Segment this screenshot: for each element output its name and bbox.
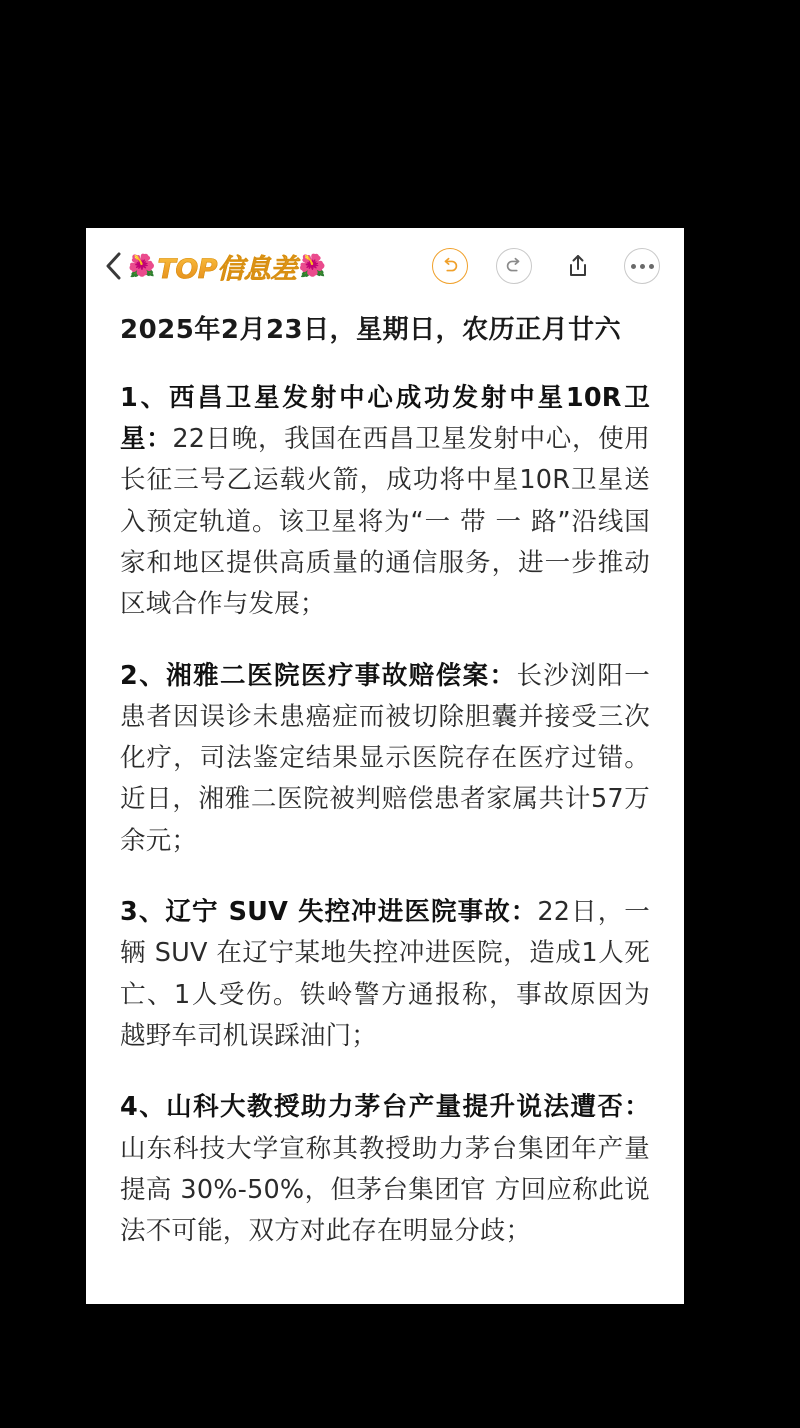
news-item-lead: 1、西昌卫星发射中心成功发射中星10R卫星： — [120, 382, 650, 455]
brand-text: TOP信息差 — [157, 247, 296, 286]
share-up-icon[interactable] — [560, 248, 596, 284]
news-item-body: 22日，一辆 SUV 在辽宁某地失控冲进医院，造成1人死亡、1人受伤。铁岭警方通报称，事故原因为越野车司机误踩油门； — [120, 897, 650, 1051]
article-date: 2025年2月23日，星期日，农历正月廿六 — [120, 315, 622, 345]
news-item-lead: 2、湘雅二医院医疗事故赔偿案： — [120, 660, 517, 691]
article-body — [86, 314, 684, 1252]
news-item — [120, 656, 650, 862]
topbar-actions — [432, 248, 664, 284]
article-card — [86, 228, 684, 1304]
news-item-body: 长沙浏阳一患者因误诊未患癌症而被切除胆囊并接受三次化疗，司法鉴定结果显示医院存在医疗过错。近日，湘雅二医院被判赔偿患者家属共计57万余元； — [120, 660, 650, 856]
news-item-lead: 3、辽宁 SUV 失控冲进医院事故： — [120, 897, 538, 928]
more-dots-glyph — [631, 264, 654, 269]
news-item-body: 山东科技大学宣称其教授助力茅台集团年产量提高 30%-50%，但茅台集团官 方回应称此说法不可能，双方对此存在明显分歧； — [120, 1133, 650, 1247]
top-navigation-bar — [86, 228, 684, 304]
news-item — [120, 892, 650, 1057]
news-item — [120, 378, 650, 626]
flower-right-icon: 🌺 — [298, 253, 326, 278]
undo-arrow-icon[interactable] — [432, 248, 468, 284]
news-item-lead: 4、山科大教授助力茅台产量提升说法遭否： — [120, 1092, 650, 1123]
brand-title — [128, 247, 326, 286]
more-dots-icon[interactable] — [624, 248, 660, 284]
flower-left-icon: 🌺 — [128, 253, 156, 278]
chevron-left-icon[interactable] — [100, 247, 126, 285]
news-item — [120, 1087, 650, 1252]
redo-arrow-icon[interactable] — [496, 248, 532, 284]
news-item-body: 22日晚，我国在西昌卫星发射中心，使用长征三号乙运载火箭，成功将中星10R卫星送入预定轨道。该卫星将为“一 带 一 路”沿线国家和地区提供高质量的通信服务，进一步推动区域合作与发展； — [120, 424, 651, 620]
